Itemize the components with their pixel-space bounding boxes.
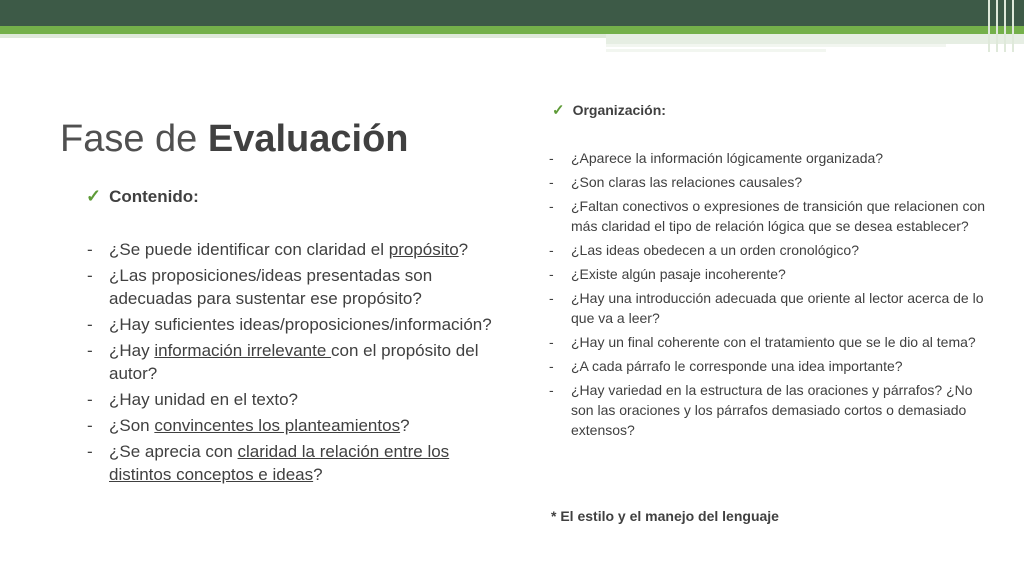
organizacion-question-list: [549, 148, 991, 444]
question-text: ¿Las proposiciones/ideas presentadas son adecuadas para sustentar ese propósito?: [109, 266, 433, 308]
header-band-light: [0, 34, 606, 38]
question-text: ¿Hay una introducción adecuada que oriente al lector acerca de lo que va a leer?: [571, 290, 984, 326]
checkmark-icon: ✓: [552, 102, 565, 119]
contenido-question-item: [87, 313, 509, 336]
question-text: ?: [458, 240, 469, 259]
list-dash: -: [549, 198, 554, 214]
list-dash: -: [87, 416, 93, 435]
organizacion-heading-label: Organización:: [572, 102, 666, 118]
underlined-phrase: información irrelevante: [154, 341, 332, 360]
contenido-question-item: [87, 440, 509, 486]
question-text: ?: [400, 416, 410, 435]
header-band-dark: [0, 0, 1024, 26]
list-dash: -: [549, 266, 554, 282]
header-edge-lines: [984, 0, 1024, 52]
list-dash: -: [549, 242, 554, 258]
title-normal: Fase de: [60, 118, 208, 160]
title-bold: Evaluación: [207, 118, 409, 160]
list-dash: -: [549, 358, 554, 374]
slide-title: [60, 118, 409, 161]
question-text: ¿Hay: [109, 341, 155, 360]
question-text: ¿Hay un final coherente con el tratamiento que se le dio al tema?: [571, 334, 976, 350]
question-text: ¿Se puede identificar con claridad el: [109, 240, 389, 259]
organizacion-question-item: [549, 380, 991, 440]
question-text: ¿Hay suficientes ideas/proposiciones/información?: [109, 315, 492, 334]
header-band-thin-2: [606, 44, 946, 47]
contenido-question-list: [87, 238, 509, 489]
question-text: ¿Faltan conectivos o expresiones de transición que relacionen con más claridad el tipo de relación lógica que se desea establecer?: [571, 198, 986, 234]
header-band-thin-1: [606, 34, 1024, 44]
list-dash: -: [87, 315, 93, 334]
contenido-question-item: [87, 264, 509, 310]
contenido-heading-label: Contenido:: [109, 187, 199, 206]
organizacion-question-item: [549, 288, 991, 328]
list-dash: -: [549, 382, 554, 398]
estilo-note: * El estilo y el manejo del lenguaje: [551, 508, 779, 524]
checkmark-icon: ✓: [86, 186, 102, 206]
contenido-question-item: [87, 339, 509, 385]
list-dash: -: [87, 390, 93, 409]
organizacion-question-item: [549, 356, 991, 376]
list-dash: -: [87, 266, 93, 285]
question-text: ¿Hay variedad en la estructura de las oraciones y párrafos? ¿No son las oraciones y los párrafos demasiado cortos o demasiado extensos?: [571, 382, 973, 438]
contenido-question-item: [87, 388, 509, 411]
organizacion-question-item: [549, 240, 991, 260]
list-dash: -: [549, 290, 554, 306]
organizacion-question-item: [549, 196, 991, 236]
list-dash: -: [549, 334, 554, 350]
contenido-question-item: [87, 414, 509, 437]
question-text: ¿Existe algún pasaje incoherente?: [571, 266, 786, 282]
underlined-phrase: claridad la relación entre los distintos conceptos e ideas: [109, 442, 450, 484]
list-dash: -: [87, 240, 93, 259]
contenido-heading: [86, 186, 199, 207]
header-band-thin-3: [606, 49, 826, 52]
list-dash: -: [87, 341, 93, 360]
underlined-phrase: propósito: [388, 240, 459, 259]
organizacion-question-item: [549, 172, 991, 192]
organizacion-heading: [552, 101, 666, 119]
list-dash: -: [549, 150, 554, 166]
question-text: ¿Son: [109, 416, 155, 435]
underlined-phrase: convincentes los planteamientos: [154, 416, 401, 435]
question-text: ¿Se aprecia con: [109, 442, 238, 461]
question-text: con el propósito del autor?: [109, 341, 479, 383]
organizacion-question-item: [549, 148, 991, 168]
question-text: ?: [313, 465, 323, 484]
contenido-question-item: [87, 238, 509, 261]
question-text: ¿Son claras las relaciones causales?: [571, 174, 803, 190]
question-text: ¿A cada párrafo le corresponde una idea importante?: [571, 358, 903, 374]
question-text: ¿Las ideas obedecen a un orden cronológico?: [571, 242, 859, 258]
question-text: ¿Aparece la información lógicamente organizada?: [571, 150, 884, 166]
organizacion-question-item: [549, 332, 991, 352]
list-dash: -: [87, 442, 93, 461]
list-dash: -: [549, 174, 554, 190]
question-text: ¿Hay unidad en el texto?: [109, 390, 299, 409]
organizacion-question-item: [549, 264, 991, 284]
header-band-green: [0, 26, 1024, 34]
